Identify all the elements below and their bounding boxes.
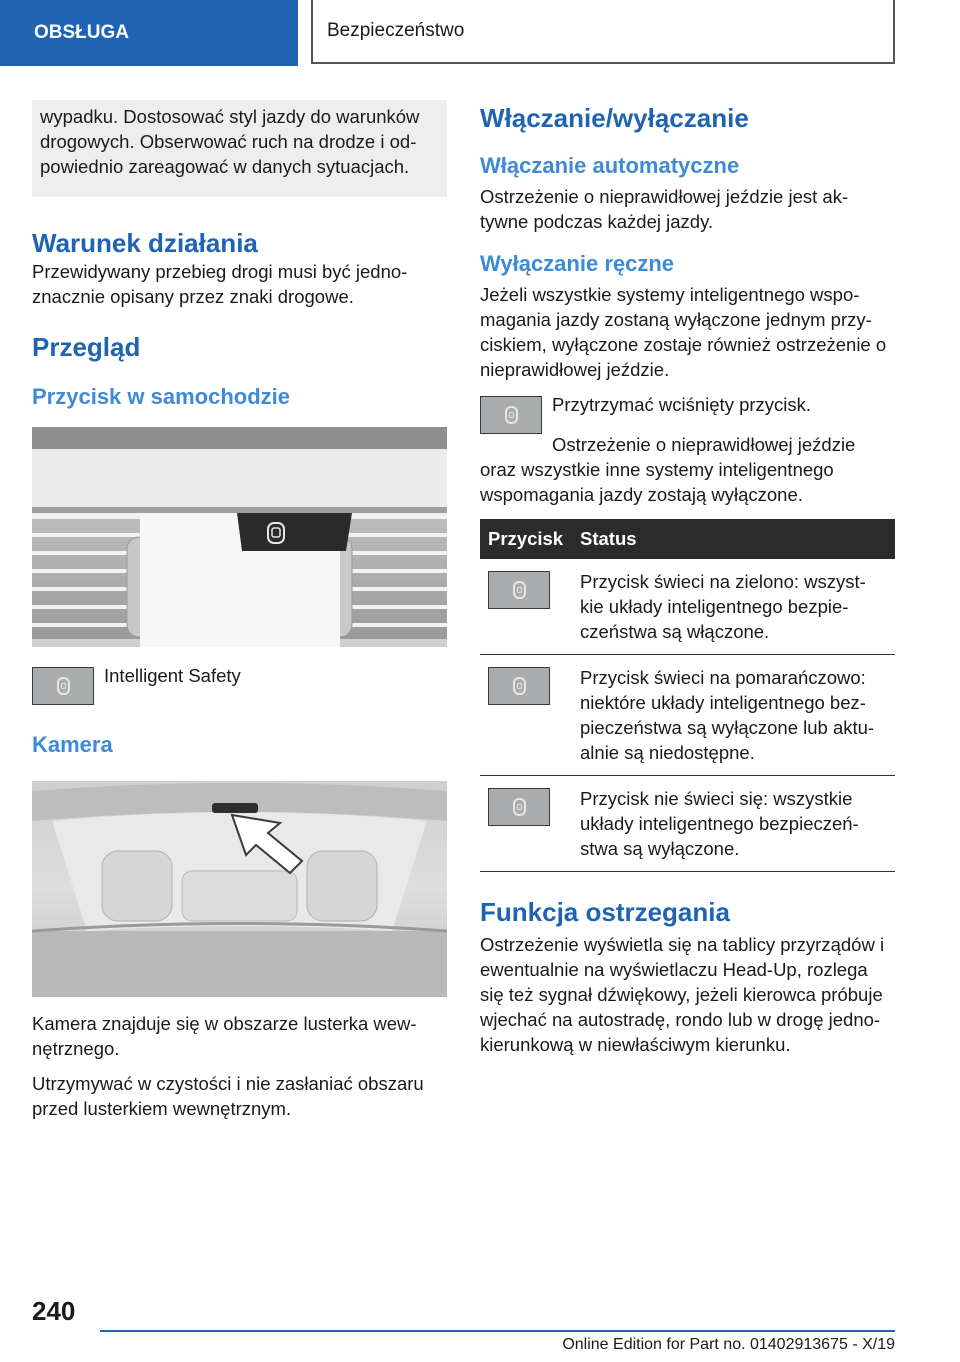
table-row (480, 559, 895, 655)
chapter-tab (311, 0, 895, 64)
heading-reczne: Wyłączanie ręczne (480, 251, 675, 276)
table-row (480, 776, 895, 872)
button-green-icon (488, 571, 550, 609)
section-label: OBSŁUGA (34, 22, 129, 43)
edition-note: Online Edition for Part no. 01402913675 - X/19 (562, 1336, 895, 1353)
table-header-button: Przycisk (480, 519, 572, 559)
right-column (480, 100, 895, 1067)
button-status-table (480, 519, 895, 872)
heading-wlaczanie: Włączanie/wyłączanie (480, 103, 749, 133)
paragraph-kamera-1: Kamera znajduje się w obszarze lusterka wew- nętrznego. (32, 1013, 417, 1059)
heading-warunek: Warunek działania (32, 228, 258, 258)
paragraph-result: Ostrzeżenie o nieprawidłowej jeździe oraz wszystkie inne systemy inteligentnego wspomagania jazdy zostają wyłączone. (480, 434, 856, 505)
page-number: 240 (32, 1296, 76, 1326)
paragraph-funkcja: Ostrzeżenie wyświetla się na tablicy przyrządów i ewentualnie na wyświetlaczu Head-Up, rozlega się też sygnał dźwiękowy, jeżeli kierowca próbuje wjechać na autostradę, rondo lub w drogę jedno- kierunkową w niewłaściwym kierunku. (480, 934, 885, 1055)
status-cell: Przycisk nie świeci się: wszystkie układy inteligentnego bezpieczeń- stwa są wyłączone. (572, 776, 895, 872)
step-text: Przytrzymać wciśnięty przycisk. (552, 394, 812, 415)
intelligent-safety-button-icon (32, 667, 94, 705)
intelligent-safety-legend (32, 663, 447, 705)
camera-location-photo (32, 781, 447, 997)
button-off-icon (488, 788, 550, 826)
status-cell: Przycisk świeci na zielono: wszyst- kie układy inteligentnego bezpie- czeństwa są włączone. (572, 559, 895, 655)
paragraph-automatyczne: Ostrzeżenie o nieprawidłowej jeździe jest ak- tywne podczas każdej jazdy. (480, 186, 849, 232)
button-orange-icon (488, 667, 550, 705)
hold-button-step (480, 392, 895, 434)
table-row (480, 655, 895, 776)
heading-przeglad: Przegląd (32, 332, 141, 362)
left-column (32, 100, 447, 1131)
dashboard-button-photo (32, 427, 447, 647)
heading-kamera: Kamera (32, 732, 113, 757)
table-header-status: Status (572, 519, 895, 559)
paragraph-kamera-2: Utrzymywać w czystości i nie zasłaniać obszaru przed lusterkiem wewnętrznym. (32, 1073, 424, 1119)
heading-automatyczne: Włączanie automatyczne (480, 153, 740, 178)
icon-caption: Intelligent Safety (104, 665, 241, 686)
heading-funkcja: Funkcja ostrzegania (480, 897, 730, 927)
paragraph-warunek: Przewidywany przebieg drogi musi być jedno- znacznie opisany przez znaki drogowe. (32, 261, 408, 307)
status-cell: Przycisk świeci na pomarańczowo: niektóre układy inteligentnego bez- pieczeństwa są wyłączone lub aktu- alnie są niedostępne. (572, 655, 895, 776)
chapter-label: Bezpieczeństwo (327, 20, 465, 41)
warning-notice (32, 100, 447, 197)
footer-rule (100, 1330, 895, 1332)
section-tab (0, 0, 298, 66)
heading-przycisk: Przycisk w samochodzie (32, 384, 290, 409)
notice-text: wypadku. Dostosować styl jazdy do warunków drogowych. Obserwować ruch na drodze i od- powiednio zareagować w danych sytuacjach. (40, 106, 420, 177)
intelligent-safety-button-icon (480, 396, 542, 434)
paragraph-reczne: Jeżeli wszystkie systemy inteligentnego wspo- magania jazdy zostaną wyłączone jednym przy- ciskiem, wyłączone zostaje również ostrzeżenie o nieprawidłowej jeździe. (480, 284, 887, 380)
